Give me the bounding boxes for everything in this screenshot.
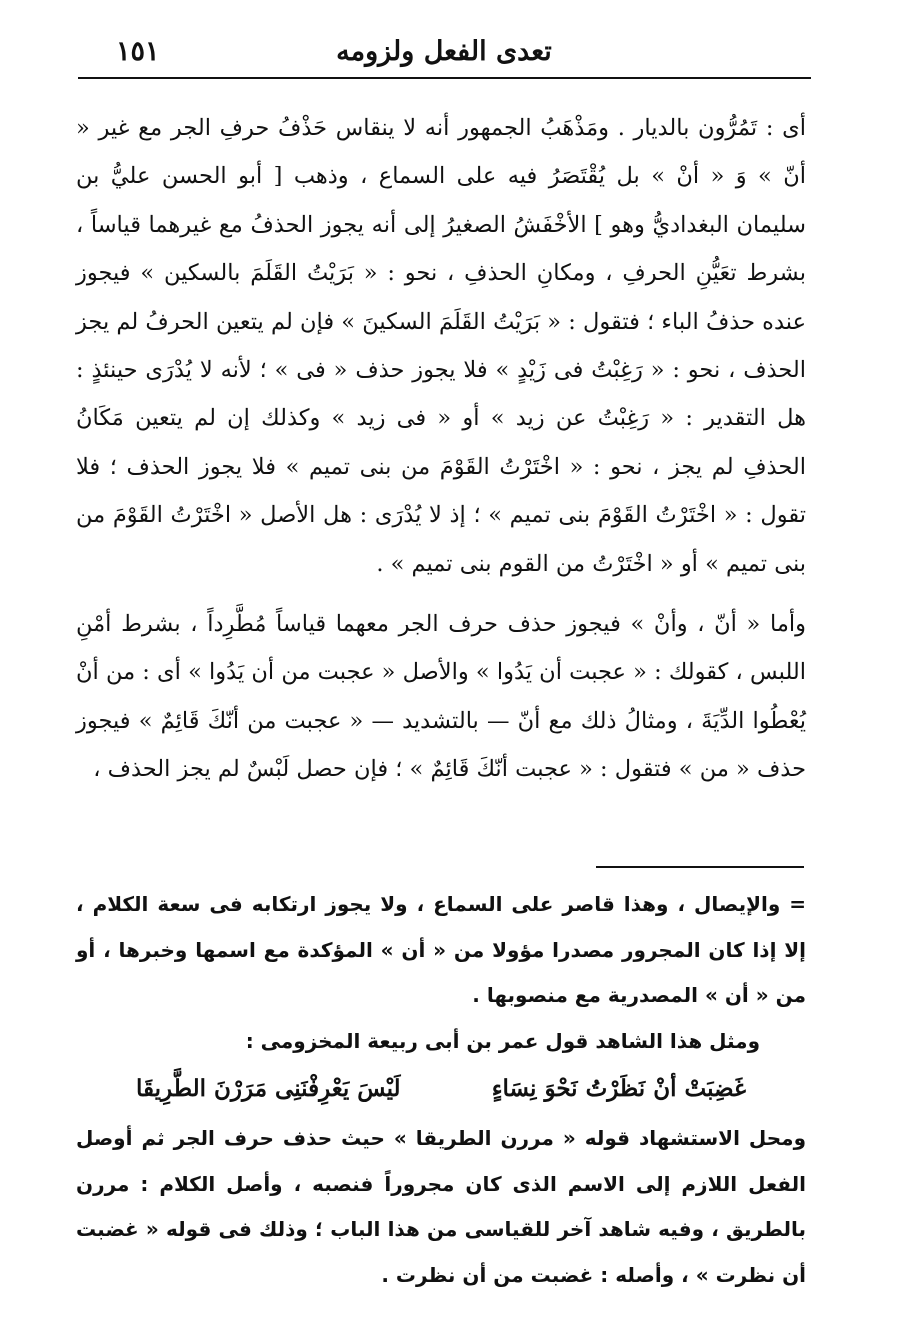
poetry-verse	[76, 1064, 806, 1116]
footnotes	[76, 882, 806, 1298]
main-text	[76, 104, 806, 794]
page-header	[78, 28, 810, 76]
footnote-rule	[596, 866, 804, 868]
running-title: تعدى الفعل ولزومه	[336, 36, 552, 67]
footnote-paragraph-1: = والإيصال ، وهذا قاصر على السماع ، ولا يجوز ارتكابه فى سعة الكلام ، إلا إذا كان المجرور مصدرا مؤولا من « أن » المؤكدة مع اسمها وخبرها ، أو من « أن » المصدرية مع منصوبها .	[76, 892, 806, 1007]
header-rule	[78, 77, 811, 79]
main-paragraph-1: أى : تَمُرُّون بالديار . ومَذْهَبُ الجمهور أنه لا ينقاس حَذْفُ حرفِ الجر مع غير « أنّ » وَ « أنْ » بل يُقْتَصَرُ فيه على السماع ، وذهب [ أبو الحسن عليُّ بن سليمان البغداديُّ وهو ] الأخْفَشُ الصغيرُ إلى أنه يجوز الحذفُ مع غيرهما قياساً ، بشرط تعَيُّنِ الحرفِ ، ومكانِ الحذفِ ، نحو : « بَرَيْتُ القَلَمَ بالسكين » فيجوز عنده حذفُ الباء ؛ فتقول : « بَرَيْتُ القَلَمَ السكينَ » فإن لم يتعين الحرفُ لم يجز الحذف ، نحو : « رَغِبْتُ فى زَيْدٍ » فلا يجوز حذف « فى » ؛ لأنه لا يُدْرَى حينئذٍ : هل التقدير : « رَغِبْتُ عن زيد » أو « فى زيد » وكذلك إن لم يتعين مَكَانُ الحذفِ لم يجز ، نحو : « اخْتَرْتُ القَوْمَ من بنى تميم » فلا يجوز الحذف ؛ فلا تقول : « اخْتَرْتُ القَوْمَ بنى تميم » ؛ إذ لا يُدْرَى : هل الأصل « اخْتَرْتُ القَوْمَ من بنى تميم » أو « اخْتَرْتُ من القوم بنى تميم » .	[76, 115, 806, 577]
page-number: ١٥١	[116, 36, 160, 67]
verse-hemistich-1: غَضِبَتْ أنْ نَظَرْتُ نَحْوَ نِسَاءٍ	[491, 1075, 746, 1102]
verse-hemistich-2: لَيْسَ يَعْرِفْنَنِى مَرَرْنَ الطَّرِيقَا	[136, 1075, 401, 1102]
footnote-paragraph-3: ومحل الاستشهاد قوله « مررن الطريقا » حيث حذف حرف الجر ثم أوصل الفعل اللازم إلى الاسم الذى كان مجروراً فنصبه ، وأصل الكلام : مررن بالطريق ، وفيه شاهد آخر للقياسى من هذا الباب ؛ وذلك فى قوله « غضبت أن نظرت » ، وأصله : غضبت من أن نظرت .	[76, 1126, 806, 1287]
footnote-paragraph-2: ومثل هذا الشاهد قول عمر بن أبى ربيعة المخزومى :	[245, 1028, 760, 1053]
main-paragraph-2: وأما « أنّ ، وأنْ » فيجوز حذف حرف الجر معهما قياساً مُطَّرِداً ، بشرط أمْنِ اللبس ، كقولك : « عجبت أن يَدُوا » والأصل « عجبت من أن يَدُوا » أى : من أنْ يُعْطُوا الدِّيَةَ ، ومثالُ ذلك مع أنّ — بالتشديد — « عجبت من أنّكَ قَائِمٌ » فيجوز حذف « من » فتقول : « عجبت أنّكَ قَائِمٌ » ؛ فإن حصل لَبْسٌ لم يجز الحذف ،	[76, 611, 806, 783]
